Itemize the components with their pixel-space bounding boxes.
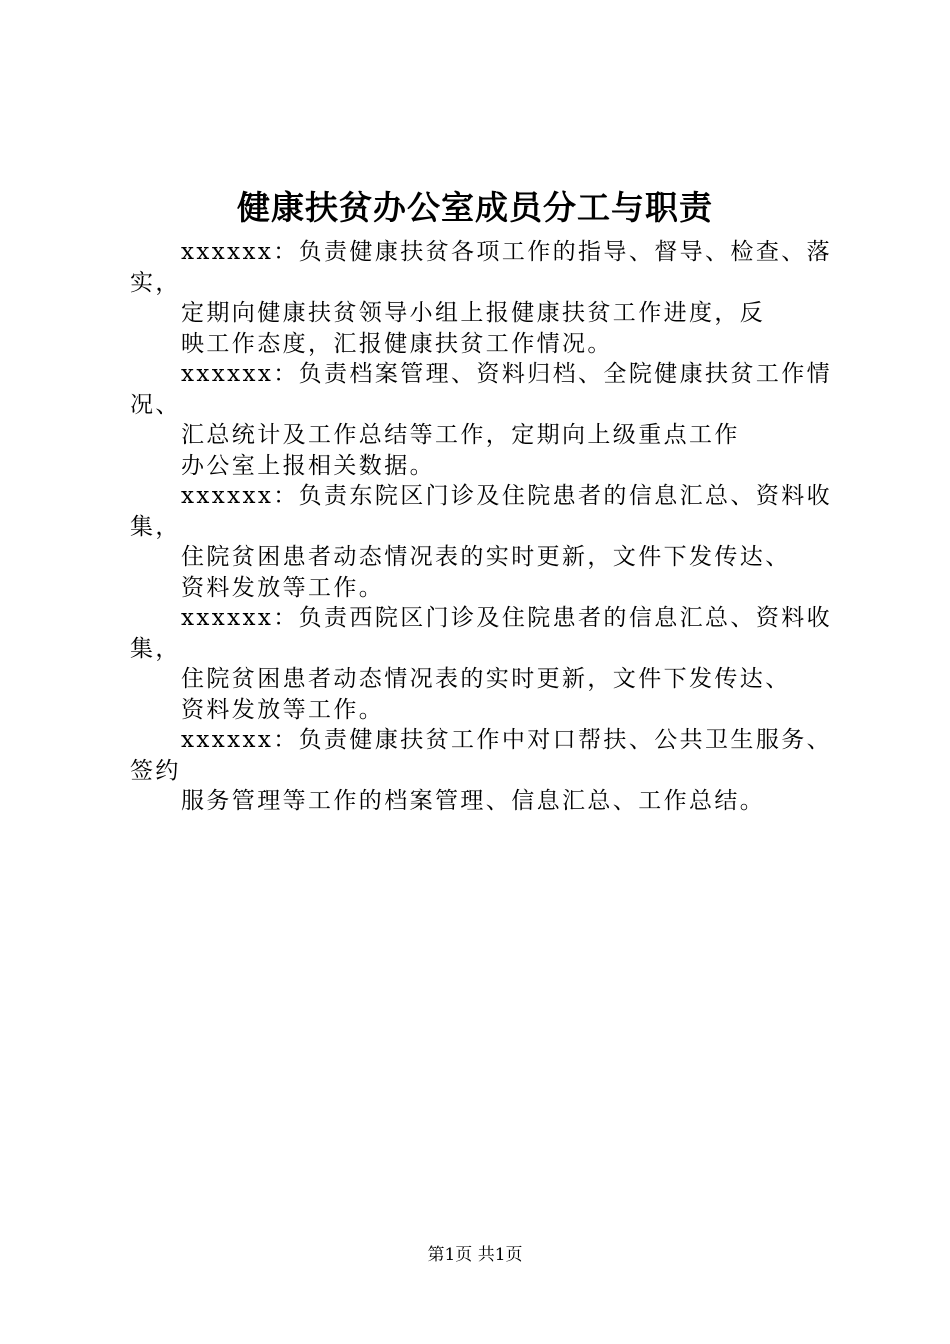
body-line: xxxxxx：负责健康扶贫工作中对口帮扶、公共卫生服务、	[181, 727, 833, 753]
body-line: 住院贫困患者动态情况表的实时更新，文件下发传达、	[181, 666, 791, 692]
body-line: xxxxxx：负责西院区门诊及住院患者的信息汇总、资料收	[181, 605, 833, 631]
body-line: 汇总统计及工作总结等工作，定期向上级重点工作	[181, 422, 740, 448]
body-line: 况、	[130, 391, 181, 418]
body-line: 办公室上报相关数据。	[181, 452, 435, 479]
body-line: xxxxxx：负责东院区门诊及住院患者的信息汇总、资料收	[181, 483, 833, 509]
document-body	[130, 237, 840, 817]
body-line: 服务管理等工作的档案管理、信息汇总、工作总结。	[181, 788, 766, 814]
page-footer: 第1页 共1页	[427, 1245, 523, 1265]
body-line: 签约	[130, 757, 181, 784]
body-line: 实，	[130, 269, 181, 296]
body-line: xxxxxx：负责档案管理、资料归档、全院健康扶贫工作情	[181, 361, 833, 387]
body-line: 定期向健康扶贫领导小组上报健康扶贫工作进度，反	[181, 300, 766, 326]
body-line: 集，	[130, 513, 181, 540]
body-line: 资料发放等工作。	[181, 574, 385, 601]
body-line: 集，	[130, 635, 181, 662]
body-line: 资料发放等工作。	[181, 696, 385, 723]
body-line: 住院贫困患者动态情况表的实时更新，文件下发传达、	[181, 544, 791, 570]
document-title: 健康扶贫办公室成员分工与职责	[237, 188, 713, 227]
body-line: 映工作态度，汇报健康扶贫工作情况。	[181, 330, 613, 357]
body-line: xxxxxx：负责健康扶贫各项工作的指导、督导、检查、落	[181, 239, 833, 265]
